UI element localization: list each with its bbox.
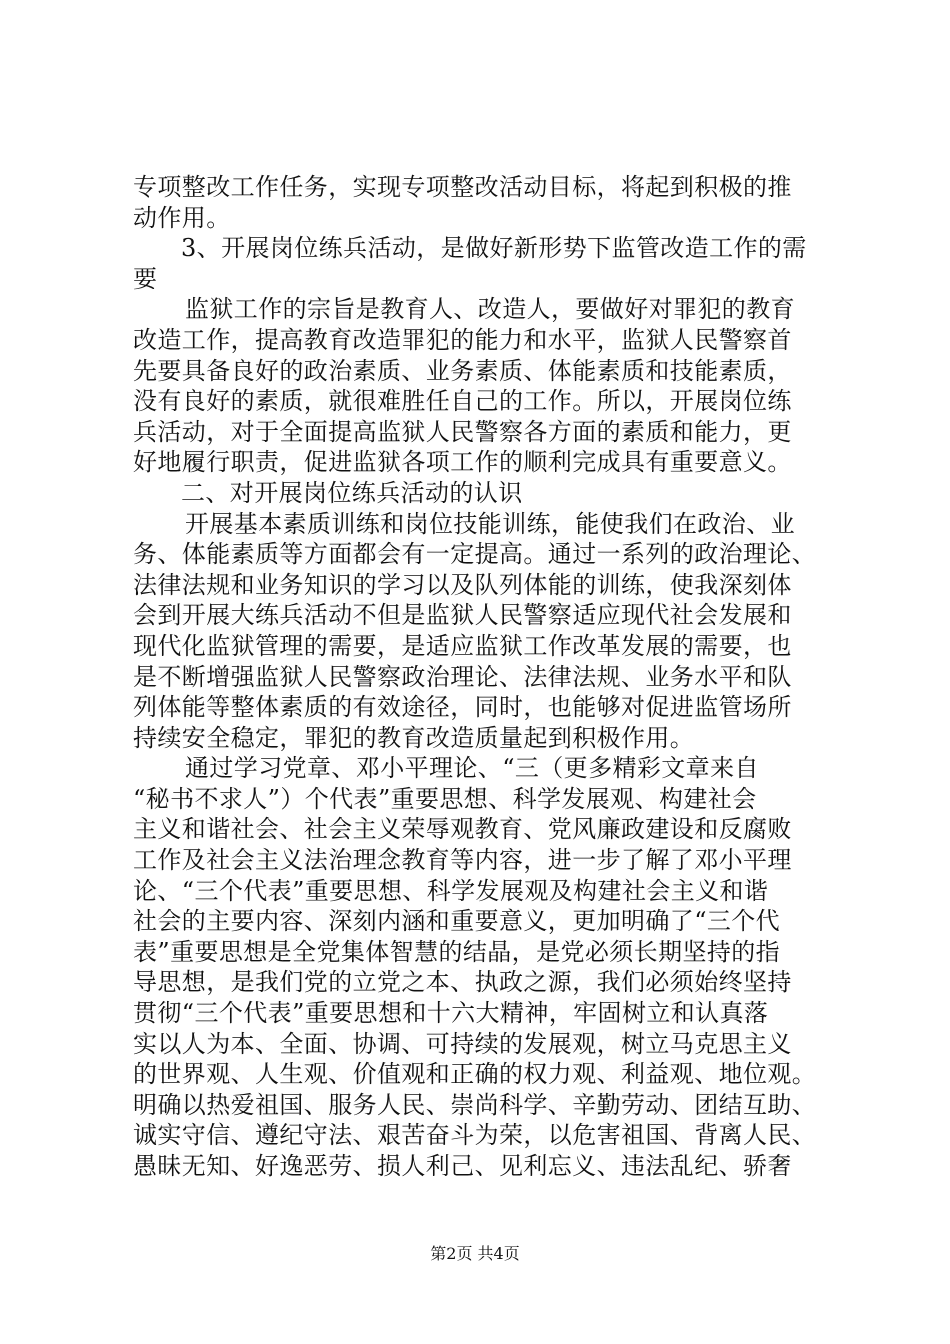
text-line: 是不断增强监狱人民警察政治理论、法律法规、业务水平和队 [133,662,792,691]
text-line: 工作及社会主义法治理念教育等内容，进一步了解了邓小平理 [133,846,792,875]
text-line: 诚实守信、遵纪守法、艰苦奋斗为荣，以危害祖国、背离人民、 [133,1121,817,1150]
text-line: 的世界观、人生观、价值观和正确的权力观、利益观、地位观。 [133,1060,817,1089]
text-line: 监狱工作的宗旨是教育人、改造人，要做好对罪犯的教育 [185,295,795,324]
text-line: 3、开展岗位练兵活动，是做好新形势下监管改造工作的需 [181,234,807,263]
text-line: 贯彻“三个代表”重要思想和十六大精神，牢固树立和认真落 [133,999,769,1028]
text-line: 社会的主要内容、深刻内涵和重要意义，更加明确了“三个代 [133,907,781,936]
text-line: 论、“三个代表”重要思想、科学发展观及构建社会主义和谐 [133,876,769,905]
text-line: 专项整改工作任务，实现专项整改活动目标，将起到积极的推 [133,173,792,201]
text-line: 导思想，是我们党的立党之本、执政之源，我们必须始终坚持 [133,968,792,997]
text-line: 好地履行职责，促进监狱各项工作的顺利完成具有重要意义。 [133,448,792,477]
text-line: 法律法规和业务知识的学习以及队列体能的训练，使我深刻体 [133,570,792,599]
text-line: 先要具备良好的政治素质、业务素质、体能素质和技能素质， [133,356,792,385]
text-line: 改造工作，提高教育改造罪犯的能力和水平，监狱人民警察首 [133,325,792,354]
text-line: 持续安全稳定，罪犯的教育改造质量起到积极作用。 [133,723,695,752]
text-line: 明确以热爱祖国、服务人民、崇尚科学、辛勤劳动、团结互助、 [133,1090,817,1119]
text-line: 愚昧无知、好逸恶劳、损人利己、见利忘义、违法乱纪、骄奢 [133,1152,792,1180]
text-line: 要 [133,264,158,293]
text-line: 二、对开展岗位练兵活动的认识 [181,478,523,507]
page-footer: 第2页 共4页 [430,1244,520,1263]
text-line: 实以人为本、全面、协调、可持续的发展观，树立马克思主义 [133,1029,792,1058]
text-line: 会到开展大练兵活动不但是监狱人民警察适应现代社会发展和 [133,601,792,630]
text-line: 没有良好的素质，就很难胜任自己的工作。所以，开展岗位练 [133,387,792,416]
text-line: 开展基本素质训练和岗位技能训练，能使我们在政治、业 [185,509,795,538]
text-line: 主义和谐社会、社会主义荣辱观教育、党风廉政建设和反腐败 [133,815,792,844]
document-body [133,172,833,1182]
text-line: 通过学习党章、邓小平理论、“三（更多精彩文章来自 [185,754,759,783]
text-line: “秘书不求人”）个代表”重要思想、科学发展观、构建社会 [133,784,757,813]
text-line: 务、体能素质等方面都会有一定提高。通过一系列的政治理论、 [133,540,817,569]
text-line: 列体能等整体素质的有效途径，同时，也能够对促进监管场所 [133,693,792,722]
text-line: 动作用。 [133,203,231,232]
text-line: 兵活动，对于全面提高监狱人民警察各方面的素质和能力，更 [133,417,792,446]
text-line: 表”重要思想是全党集体智慧的结晶，是党必须长期坚持的指 [133,937,781,966]
text-line: 现代化监狱管理的需要，是适应监狱工作改革发展的需要，也 [133,631,792,660]
